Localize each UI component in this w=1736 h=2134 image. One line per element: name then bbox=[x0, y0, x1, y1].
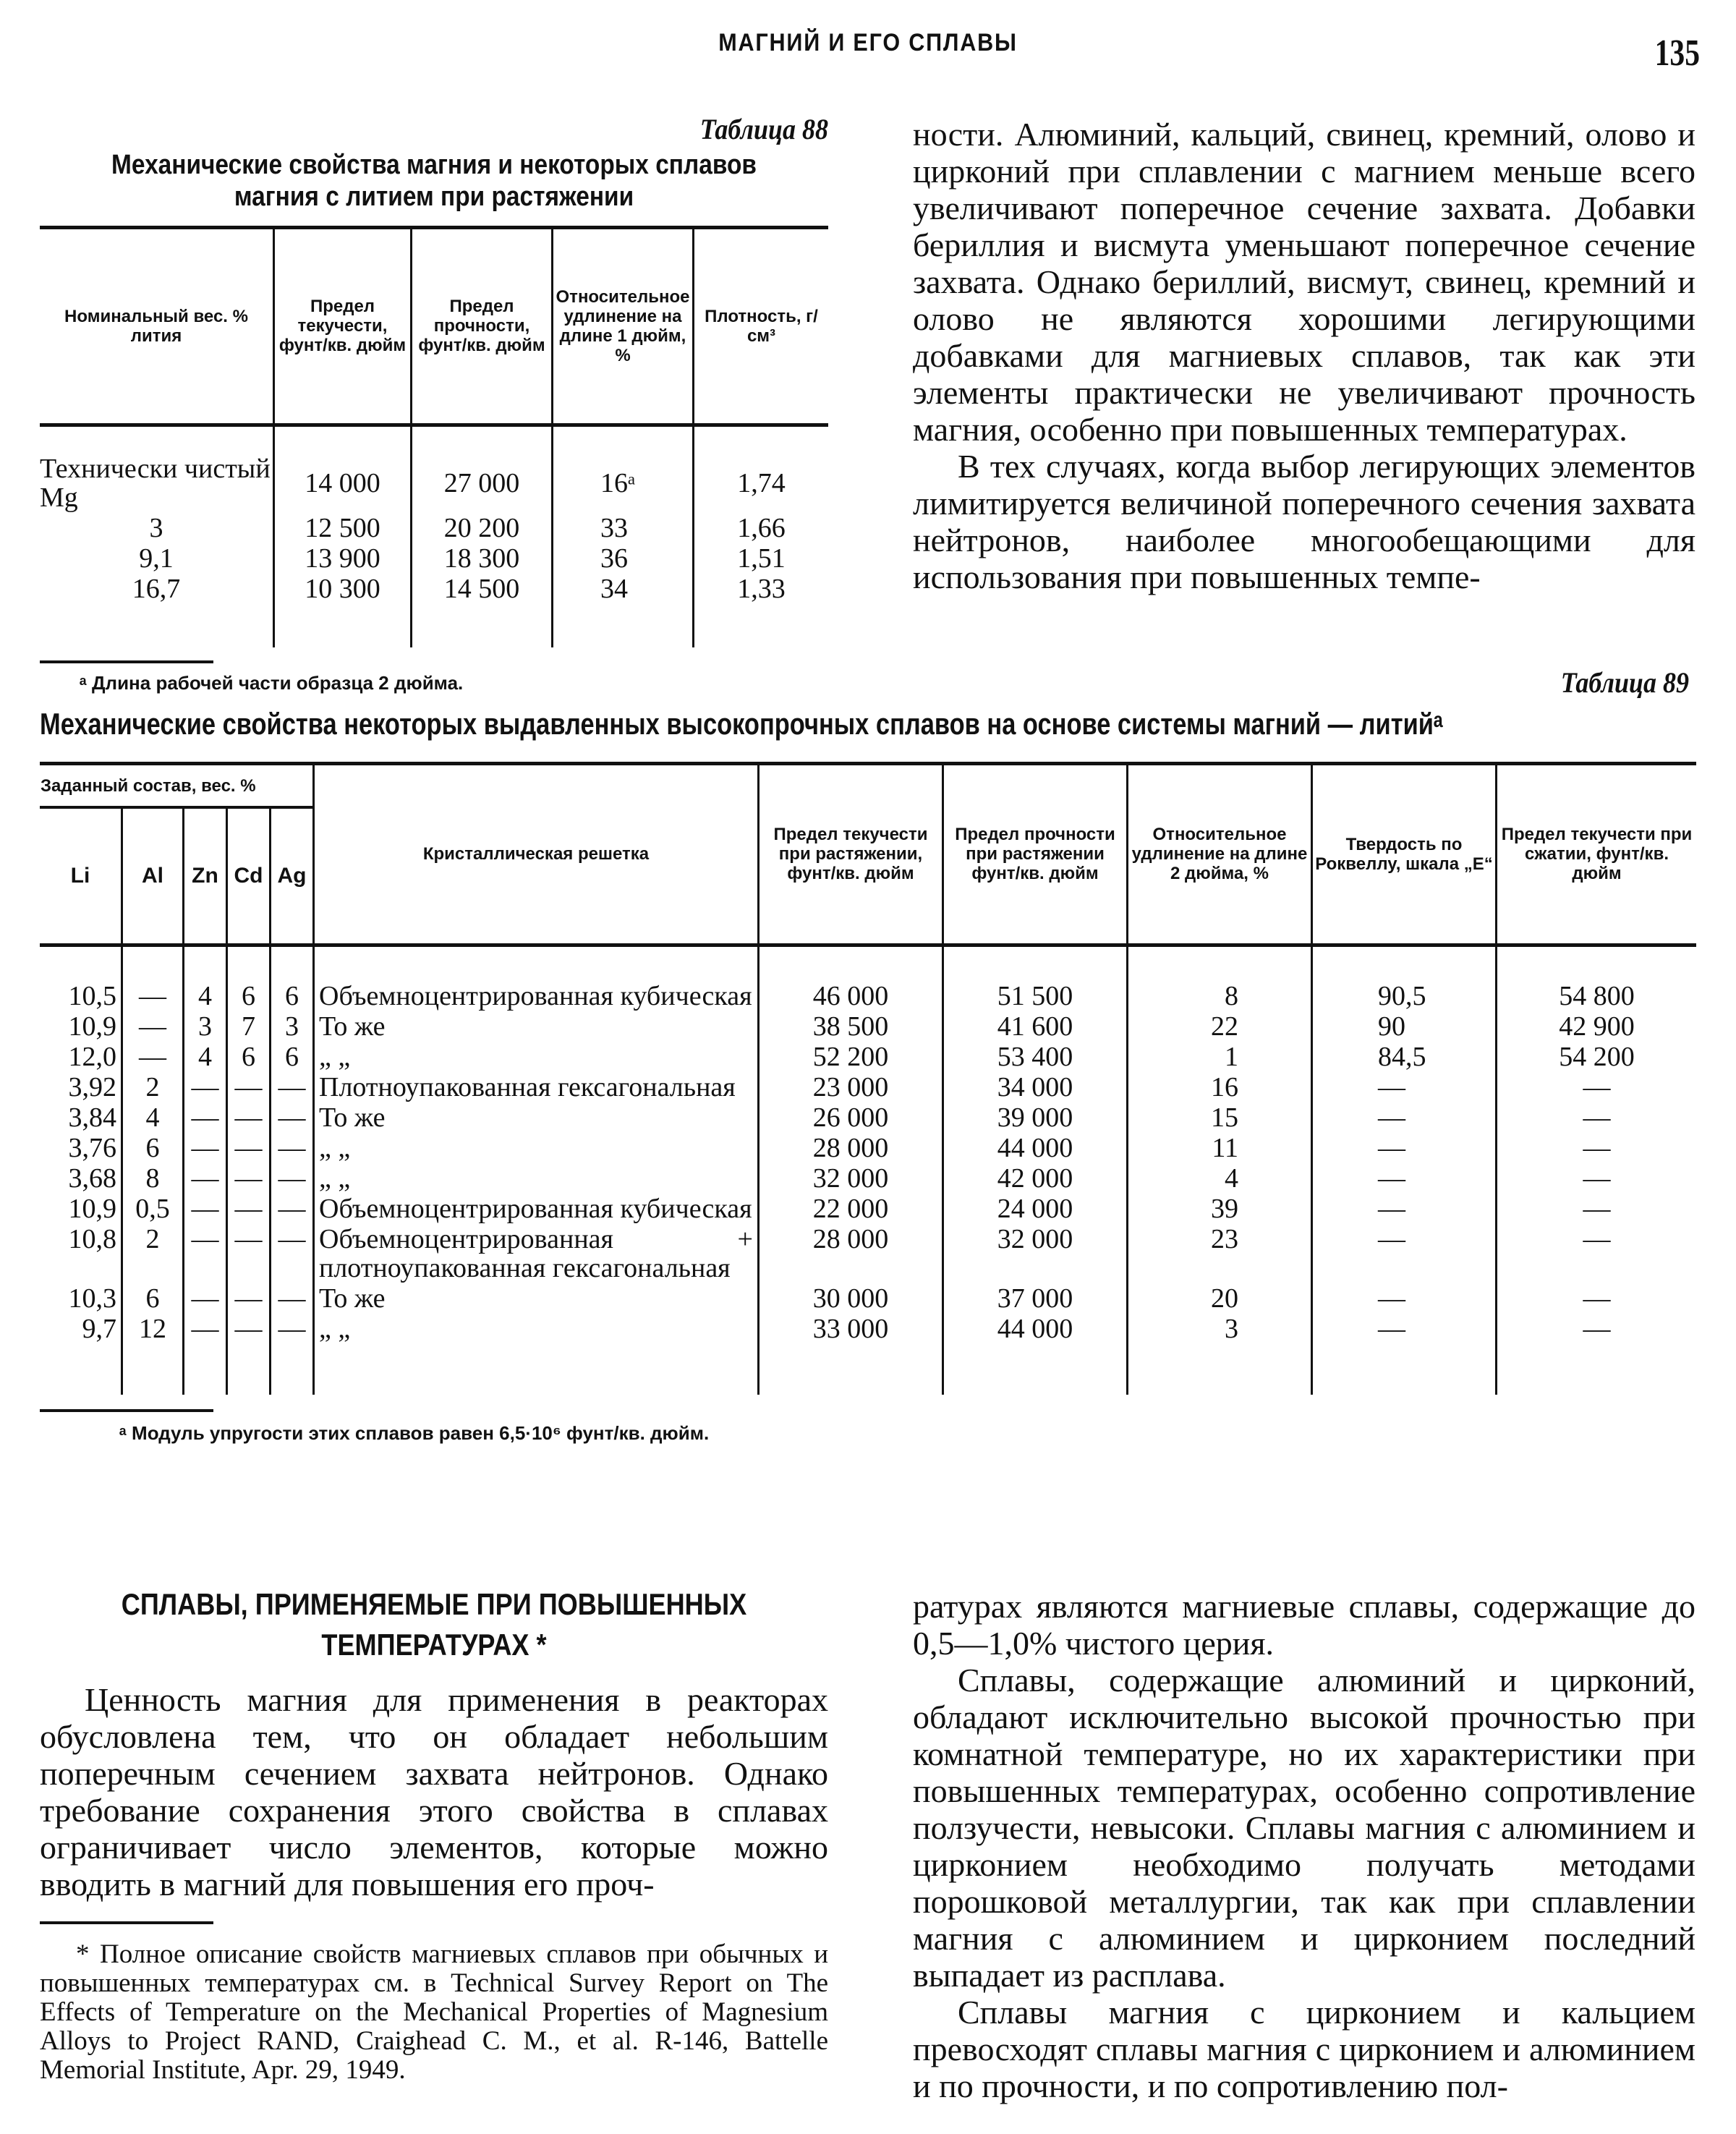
table-89-block bbox=[40, 666, 1696, 1445]
spacer-cell bbox=[553, 425, 694, 454]
cd-percent: — bbox=[227, 1194, 271, 1224]
yield-strength: 32 000 bbox=[759, 1163, 943, 1194]
table-row bbox=[40, 1102, 1696, 1133]
density: 1,66 bbox=[694, 513, 829, 543]
tensile-strength: 51 500 bbox=[943, 981, 1128, 1011]
table-row bbox=[40, 1072, 1696, 1102]
table-row bbox=[40, 1194, 1696, 1224]
table-row bbox=[40, 1042, 1696, 1072]
ag-percent: — bbox=[271, 1133, 314, 1163]
spacer-cell bbox=[122, 1344, 184, 1395]
tensile-strength: 14 500 bbox=[412, 574, 553, 604]
t89-group-header: Заданный состав, вес. % bbox=[40, 765, 314, 807]
spacer-cell bbox=[122, 945, 184, 981]
spacer-cell bbox=[412, 604, 553, 647]
cd-percent: — bbox=[227, 1314, 271, 1344]
ag-percent: — bbox=[271, 1314, 314, 1344]
elongation: 15 bbox=[1128, 1102, 1312, 1133]
table-row bbox=[40, 1163, 1696, 1194]
li-percent: 10,9 bbox=[68, 1011, 116, 1042]
t88-col-density: Плотность, г/см³ bbox=[694, 229, 829, 425]
crystal-lattice: „ „ bbox=[314, 1314, 759, 1344]
tensile-strength: 44 000 bbox=[943, 1133, 1128, 1163]
spacer-cell bbox=[943, 945, 1128, 981]
section-footnote: * Полное описание свойств магниевых сплавов при обычных и повышенных температурах см. в Technical Survey Report on The Effects of Temperature on the Mechanical Properties of Magnesium Alloys to Project RAND, Craighead C. M., et al. R-146, Battelle Memorial Institute, Apr. 29, 1949. bbox=[40, 1939, 828, 2085]
ag-percent: — bbox=[271, 1283, 314, 1314]
crystal-lattice: То же bbox=[314, 1011, 759, 1042]
spacer-cell bbox=[314, 945, 759, 981]
yield-strength: 10 300 bbox=[274, 574, 412, 604]
spacer-cell bbox=[40, 945, 122, 981]
al-percent: 0,5 bbox=[122, 1194, 184, 1224]
li-percent: 10,8 bbox=[68, 1224, 116, 1254]
section-right-column bbox=[913, 1588, 1695, 2104]
table-88-footnote-rule bbox=[40, 660, 213, 663]
yield-strength: 26 000 bbox=[759, 1102, 943, 1133]
rockwell-hardness: — bbox=[1312, 1283, 1497, 1314]
rockwell-hardness: — bbox=[1312, 1224, 1497, 1283]
rockwell-hardness: — bbox=[1312, 1163, 1497, 1194]
compressive-yield: — bbox=[1497, 1133, 1697, 1163]
crystal-lattice: „ „ bbox=[314, 1163, 759, 1194]
table-row bbox=[40, 981, 1696, 1011]
yield-strength: 22 000 bbox=[759, 1194, 943, 1224]
spacer-cell bbox=[1497, 945, 1697, 981]
elongation: 22 bbox=[1128, 1011, 1312, 1042]
tensile-strength: 24 000 bbox=[943, 1194, 1128, 1224]
t88-col-li: Номинальный вес. % лития bbox=[64, 306, 248, 346]
crystal-lattice: Объемноцентрированная кубическая bbox=[314, 1194, 759, 1224]
spacer-cell bbox=[1128, 945, 1312, 981]
t89-col-ag: Ag bbox=[271, 807, 314, 945]
spacer-cell bbox=[227, 1344, 271, 1395]
cd-percent: 7 bbox=[227, 1011, 271, 1042]
elongation: 33 bbox=[553, 513, 694, 543]
spacer-cell bbox=[274, 425, 412, 454]
li-percent: 16,7 bbox=[132, 574, 181, 604]
zn-percent: — bbox=[184, 1194, 227, 1224]
zn-percent: 4 bbox=[184, 1042, 227, 1072]
crystal-lattice: „ „ bbox=[314, 1042, 759, 1072]
yield-strength: 52 200 bbox=[759, 1042, 943, 1072]
li-percent: 12,0 bbox=[68, 1042, 116, 1072]
density: 1,74 bbox=[694, 454, 829, 513]
t89-col-compress: Предел текучести при сжатии, фунт/кв. дюйм bbox=[1497, 765, 1697, 945]
t89-col-tensile: Предел прочности при растяжении фунт/кв. дюйм bbox=[943, 765, 1128, 945]
yield-strength: 14 000 bbox=[274, 454, 412, 513]
yield-strength: 33 000 bbox=[759, 1314, 943, 1344]
elongation: 8 bbox=[1128, 981, 1312, 1011]
table-88-block bbox=[40, 112, 828, 694]
compressive-yield: — bbox=[1497, 1314, 1697, 1344]
li-percent: 3 bbox=[149, 513, 163, 543]
table-row bbox=[40, 1011, 1696, 1042]
yield-strength: 30 000 bbox=[759, 1283, 943, 1314]
table-row bbox=[40, 1283, 1696, 1314]
section-footnote-rule bbox=[40, 1921, 213, 1924]
compressive-yield: — bbox=[1497, 1194, 1697, 1224]
table-89-footnote-rule bbox=[40, 1409, 213, 1412]
crystal-lattice: Объемноцентрированная + плотноупакованная гексагональная bbox=[314, 1224, 759, 1283]
elongation: 39 bbox=[1128, 1194, 1312, 1224]
tensile-strength: 27 000 bbox=[412, 454, 553, 513]
compressive-yield: 42 900 bbox=[1497, 1011, 1697, 1042]
zn-percent: — bbox=[184, 1102, 227, 1133]
li-percent: 3,84 bbox=[68, 1102, 116, 1133]
li-percent: 10,3 bbox=[68, 1283, 116, 1314]
table-row bbox=[40, 574, 828, 604]
spacer-cell bbox=[271, 1344, 314, 1395]
tensile-strength: 53 400 bbox=[943, 1042, 1128, 1072]
spacer-cell bbox=[759, 1344, 943, 1395]
ag-percent: — bbox=[271, 1163, 314, 1194]
compressive-yield: — bbox=[1497, 1224, 1697, 1283]
cd-percent: — bbox=[227, 1163, 271, 1194]
al-percent: 8 bbox=[122, 1163, 184, 1194]
section-left-text bbox=[40, 1681, 828, 1903]
elongation: 23 bbox=[1128, 1224, 1312, 1283]
elongation: 11 bbox=[1128, 1133, 1312, 1163]
crystal-lattice: Плотноупакованная гексагональная bbox=[314, 1072, 759, 1102]
elongation: 36 bbox=[553, 543, 694, 574]
tensile-strength: 20 200 bbox=[412, 513, 553, 543]
ag-percent: — bbox=[271, 1194, 314, 1224]
tensile-strength: 18 300 bbox=[412, 543, 553, 574]
tensile-strength: 34 000 bbox=[943, 1072, 1128, 1102]
li-percent: 9,7 bbox=[82, 1314, 116, 1344]
rockwell-hardness: — bbox=[1312, 1194, 1497, 1224]
t89-col-yield: Предел текучести при растяжении, фунт/кв. дюйм bbox=[759, 765, 943, 945]
al-percent: — bbox=[122, 981, 184, 1011]
crystal-lattice: „ „ bbox=[314, 1133, 759, 1163]
density: 1,51 bbox=[694, 543, 829, 574]
yield-strength: 13 900 bbox=[274, 543, 412, 574]
crystal-lattice: То же bbox=[314, 1283, 759, 1314]
cd-percent: — bbox=[227, 1072, 271, 1102]
cd-percent: — bbox=[227, 1102, 271, 1133]
paragraph: ратурах являются магниевые сплавы, содержащие до 0,5—1,0% чистого церия. bbox=[913, 1588, 1695, 1662]
rockwell-hardness: 90,5 bbox=[1312, 981, 1497, 1011]
zn-percent: — bbox=[184, 1224, 227, 1283]
spacer-cell bbox=[40, 1344, 122, 1395]
tensile-strength: 39 000 bbox=[943, 1102, 1128, 1133]
tensile-strength: 37 000 bbox=[943, 1283, 1128, 1314]
spacer-cell bbox=[40, 604, 274, 647]
ag-percent: 6 bbox=[271, 1042, 314, 1072]
ag-percent: 6 bbox=[271, 981, 314, 1011]
spacer-cell bbox=[694, 425, 829, 454]
zn-percent: 3 bbox=[184, 1011, 227, 1042]
tensile-strength: 32 000 bbox=[943, 1224, 1128, 1283]
table-88 bbox=[40, 229, 828, 647]
elongation: 34 bbox=[553, 574, 694, 604]
cd-percent: 6 bbox=[227, 1042, 271, 1072]
paragraph: В тех случаях, когда выбор легирующих элементов лимитируется величиной поперечного сечения захвата нейтронов, наиболее многообещающими для использования при повышенных темпе- bbox=[913, 448, 1695, 595]
right-column-top bbox=[913, 116, 1695, 595]
table-88-title: Механические свойства магния и некоторых сплавов магния с литием при растяжении bbox=[111, 150, 757, 212]
t88-col-elong: Относительное удлинение на длине 1 дюйм, % bbox=[553, 229, 694, 425]
cd-percent: 6 bbox=[227, 981, 271, 1011]
spacer-cell bbox=[694, 604, 829, 647]
elongation: 4 bbox=[1128, 1163, 1312, 1194]
spacer-cell bbox=[271, 945, 314, 981]
zn-percent: — bbox=[184, 1283, 227, 1314]
li-percent: 3,92 bbox=[68, 1072, 116, 1102]
density: 1,33 bbox=[694, 574, 829, 604]
yield-strength: 12 500 bbox=[274, 513, 412, 543]
li-percent: 3,76 bbox=[68, 1133, 116, 1163]
al-percent: 12 bbox=[122, 1314, 184, 1344]
compressive-yield: 54 800 bbox=[1497, 981, 1697, 1011]
t89-col-lattice: Кристаллическая решетка bbox=[314, 765, 759, 945]
yield-strength: 46 000 bbox=[759, 981, 943, 1011]
al-percent: — bbox=[122, 1042, 184, 1072]
li-percent: 10,5 bbox=[68, 981, 116, 1011]
paragraph: Сплавы магния с цирконием и кальцием превосходят сплавы магния с цирконием и алюминием и по прочности, и по сопротивлению пол- bbox=[913, 1994, 1695, 2104]
spacer-cell bbox=[184, 945, 227, 981]
al-percent: — bbox=[122, 1011, 184, 1042]
crystal-lattice: Объемноцентрированная кубическая bbox=[314, 981, 759, 1011]
li-percent: 9,1 bbox=[139, 543, 174, 574]
section-heading-line2: ТЕМПЕРАТУРАХ * bbox=[321, 1628, 547, 1662]
spacer-cell bbox=[314, 1344, 759, 1395]
cd-percent: — bbox=[227, 1283, 271, 1314]
spacer-cell bbox=[412, 425, 553, 454]
rockwell-hardness: — bbox=[1312, 1314, 1497, 1344]
al-percent: 2 bbox=[122, 1072, 184, 1102]
ag-percent: 3 bbox=[271, 1011, 314, 1042]
tensile-strength: 42 000 bbox=[943, 1163, 1128, 1194]
rockwell-hardness: — bbox=[1312, 1072, 1497, 1102]
paragraph: Сплавы, содержащие алюминий и цирконий, обладают исключительно высокой прочностью при комнатной температуре, но их характеристики при повышенных температурах, особенно сопротивление ползучести, невысоки. Сплавы магния с алюминием и цирконием необходимо получать методами порошковой металлургии, так как при сплавлении магния с алюминием и цирконием последний выпадает из расплава. bbox=[913, 1662, 1695, 1994]
table-89 bbox=[40, 765, 1696, 1395]
al-percent: 6 bbox=[122, 1133, 184, 1163]
table-89-label: Таблица 89 bbox=[1560, 666, 1689, 699]
zn-percent: — bbox=[184, 1314, 227, 1344]
spacer-cell bbox=[943, 1344, 1128, 1395]
table-row bbox=[40, 543, 828, 574]
table-89-footnote: ᵃ Модуль упругости этих сплавов равен 6,5·10⁶ фунт/кв. дюйм. bbox=[119, 1422, 710, 1444]
al-percent: 2 bbox=[122, 1224, 184, 1283]
spacer-cell bbox=[1128, 1344, 1312, 1395]
table-row bbox=[40, 454, 828, 513]
table-row bbox=[40, 513, 828, 543]
li-percent: 3,68 bbox=[68, 1163, 116, 1194]
elongation: 20 bbox=[1128, 1283, 1312, 1314]
cd-percent: — bbox=[227, 1133, 271, 1163]
tensile-strength: 44 000 bbox=[943, 1314, 1128, 1344]
section-left-column bbox=[40, 1584, 828, 2085]
rockwell-hardness: — bbox=[1312, 1102, 1497, 1133]
spacer-cell bbox=[1497, 1344, 1697, 1395]
zn-percent: — bbox=[184, 1133, 227, 1163]
table-89-title: Механические свойства некоторых выдавленных высокопрочных сплавов на основе системы магний — литийᵃ bbox=[40, 707, 1443, 741]
cd-percent: — bbox=[227, 1224, 271, 1283]
compressive-yield: — bbox=[1497, 1072, 1697, 1102]
elongation: 16ᵃ bbox=[553, 454, 694, 513]
t89-col-elong: Относительное удлинение на длине 2 дюйма, % bbox=[1128, 765, 1312, 945]
table-row bbox=[40, 1314, 1696, 1344]
spacer-cell bbox=[1312, 945, 1497, 981]
yield-strength: 38 500 bbox=[759, 1011, 943, 1042]
ag-percent: — bbox=[271, 1072, 314, 1102]
compressive-yield: 54 200 bbox=[1497, 1042, 1697, 1072]
compressive-yield: — bbox=[1497, 1163, 1697, 1194]
zn-percent: — bbox=[184, 1163, 227, 1194]
li-percent: 10,9 bbox=[68, 1194, 116, 1224]
yield-strength: 28 000 bbox=[759, 1224, 943, 1283]
spacer-cell bbox=[759, 945, 943, 981]
t89-col-zn: Zn bbox=[184, 807, 227, 945]
yield-strength: 23 000 bbox=[759, 1072, 943, 1102]
running-title: МАГНИЙ И ЕГО СПЛАВЫ bbox=[718, 29, 1018, 56]
t89-col-cd: Cd bbox=[227, 807, 271, 945]
zn-percent: 4 bbox=[184, 981, 227, 1011]
al-percent: 4 bbox=[122, 1102, 184, 1133]
spacer-cell bbox=[274, 604, 412, 647]
table-row bbox=[40, 1224, 1696, 1283]
spacer-cell bbox=[553, 604, 694, 647]
table-88-label: Таблица 88 bbox=[699, 113, 828, 145]
rockwell-hardness: 84,5 bbox=[1312, 1042, 1497, 1072]
li-percent: Технически чистый Mg bbox=[40, 454, 271, 513]
table-row bbox=[40, 1133, 1696, 1163]
spacer-cell bbox=[184, 1344, 227, 1395]
table-88-footnote: ᵃ Длина рабочей части образца 2 дюйма. bbox=[80, 672, 464, 694]
t89-col-hardness: Твердость по Роквеллу, шкала „E“ bbox=[1312, 765, 1497, 945]
t88-col-yield: Предел текучести, фунт/кв. дюйм bbox=[274, 229, 412, 425]
al-percent: 6 bbox=[122, 1283, 184, 1314]
tensile-strength: 41 600 bbox=[943, 1011, 1128, 1042]
rockwell-hardness: 90 bbox=[1312, 1011, 1497, 1042]
crystal-lattice: То же bbox=[314, 1102, 759, 1133]
t89-col-li: Li bbox=[70, 864, 90, 888]
rockwell-hardness: — bbox=[1312, 1133, 1497, 1163]
spacer-cell bbox=[40, 425, 274, 454]
t88-col-tensile: Предел прочности, фунт/кв. дюйм bbox=[412, 229, 553, 425]
paragraph: Ценность магния для применения в реакторах обусловлена тем, что он обладает небольшим поперечным сечением захвата нейтронов. Однако требование сохранения этого свойства в сплавах ограничивает число элементов, которые можно вводить в магний для повышения его проч- bbox=[40, 1681, 828, 1903]
elongation: 16 bbox=[1128, 1072, 1312, 1102]
zn-percent: — bbox=[184, 1072, 227, 1102]
t89-col-al: Al bbox=[122, 807, 184, 945]
page-number: 135 bbox=[1654, 33, 1700, 74]
paragraph: ности. Алюминий, кальций, свинец, кремний, олово и цирконий при сплавлении с магнием меньше всего увеличивают поперечное сечение захвата. Добавки бериллия и висмута уменьшают поперечное сечение захвата. Однако бериллий, висмут, свинец, кремний и олово не являются хорошими легирующими добавками для магниевых сплавов, так как эти элементы практически не увеличивают прочность магния, особенно при повышенных температурах. bbox=[913, 116, 1695, 448]
section-heading-line1: СПЛАВЫ, ПРИМЕНЯЕМЫЕ ПРИ ПОВЫШЕННЫХ bbox=[121, 1587, 747, 1621]
ag-percent: — bbox=[271, 1224, 314, 1283]
ag-percent: — bbox=[271, 1102, 314, 1133]
yield-strength: 28 000 bbox=[759, 1133, 943, 1163]
spacer-cell bbox=[1312, 1344, 1497, 1395]
elongation: 3 bbox=[1128, 1314, 1312, 1344]
section-heading bbox=[95, 1584, 773, 1665]
elongation: 1 bbox=[1128, 1042, 1312, 1072]
compressive-yield: — bbox=[1497, 1102, 1697, 1133]
compressive-yield: — bbox=[1497, 1283, 1697, 1314]
spacer-cell bbox=[227, 945, 271, 981]
